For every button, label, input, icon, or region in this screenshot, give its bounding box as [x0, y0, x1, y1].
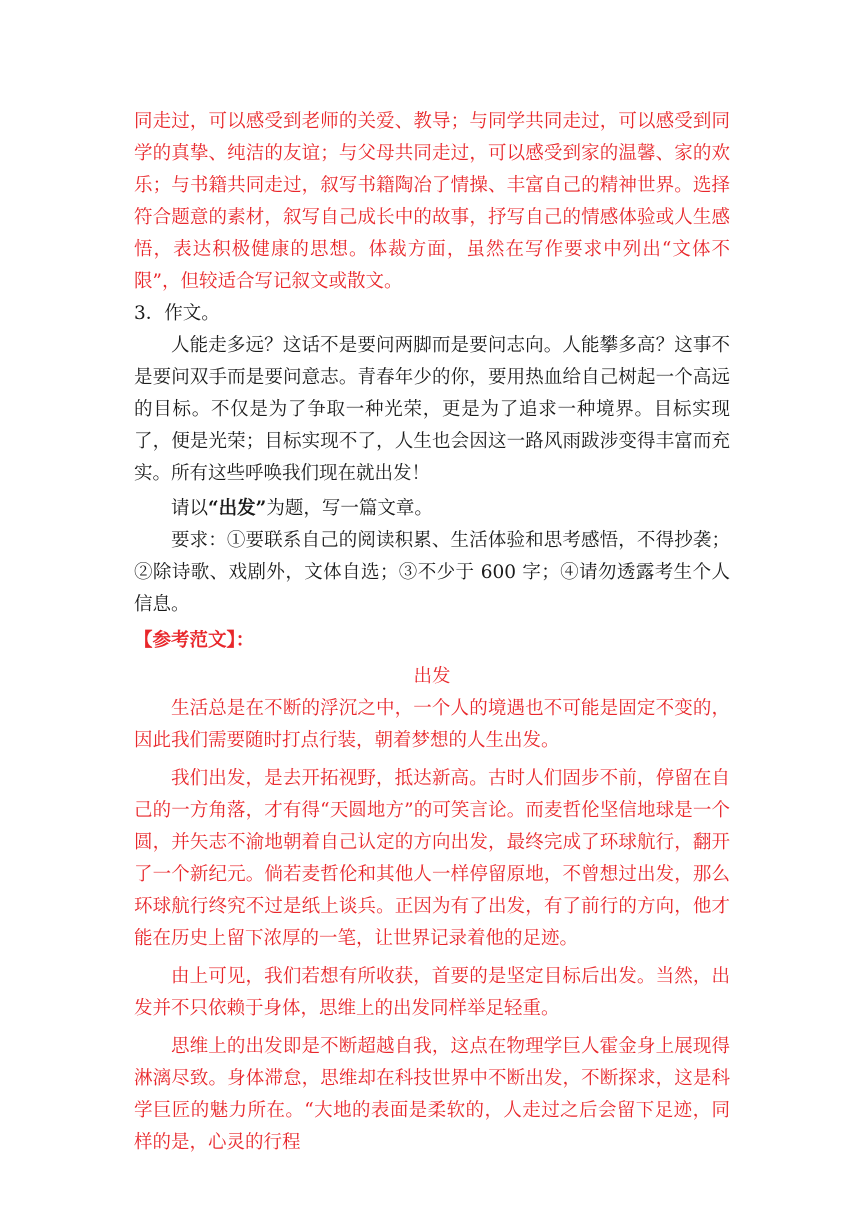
instruction-title: “出发”	[208, 498, 267, 519]
question-instruction	[134, 493, 730, 525]
essay-paragraph: 思维上的出发即是不断超越自我，这点在物理学巨人霍金身上展现得淋漓尽致。身体滞怠，思维却在科技世界中不断出发，不断探求，这是科学巨匠的魅力所在。“大地的表面是柔软的，人走过之后会留下足迹，同样的是，心灵的行程	[134, 1036, 730, 1153]
question-number: 3．作文。	[134, 303, 220, 324]
essay-title: 出发	[413, 666, 451, 687]
instruction-after: 为题，写一篇文章。	[266, 498, 433, 519]
question-prompt: 人能走多远？这话不是要问两脚而是要问志向。人能攀多高？这事不是要问双手而是要问意志。青春年少的你，要用热血给自己树起一个高远的目标。不仅是为了争取一种光荣，更是为了追求一种境界。目标实现了，便是光荣；目标实现不了，人生也会因这一路风雨跋涉变得丰富而充实。所有这些呼唤我们现在就出发！	[134, 335, 730, 484]
essay-paragraph: 由上可见，我们若想有所收获，首要的是坚定目标后出发。当然，出发并不只依赖于身体，思维上的出发同样举足轻重。	[134, 966, 730, 1019]
question-requirements: 要求：①要联系自己的阅读积累、生活体验和思考感悟，不得抄袭；②除诗歌、戏剧外，文体自选；③不少于 600 字；④请勿透露考生个人信息。	[134, 530, 730, 615]
essay-paragraph: 生活总是在不断的浮沉之中，一个人的境遇也不可能是固定不变的，因此我们需要随时打点行装，朝着梦想的人生出发。	[134, 698, 730, 751]
page-content	[134, 106, 730, 1159]
essay-paragraph: 我们出发，是去开拓视野，抵达新高。古时人们固步不前，停留在自己的一方角落，才有得“天圆地方”的可笑言论。而麦哲伦坚信地球是一个圆，并矢志不渝地朝着自己认定的方向出发，最终完成了环球航行，翻开了一个新纪元。倘若麦哲伦和其他人一样停留原地，不曾想过出发，那么环球航行终究不过是纸上谈兵。正因为有了出发，有了前行的方向，他才能在历史上留下浓厚的一笔，让世界记录着他的足迹。	[134, 768, 730, 949]
instruction-before: 请以	[171, 498, 209, 519]
analysis-paragraph: 同走过，可以感受到老师的关爱、教导；与同学共同走过，可以感受到同学的真挚、纯洁的友谊；与父母共同走过，可以感受到家的温馨、家的欢乐；与书籍共同走过，叙写书籍陶冶了情操、丰富自己的精神世界。选择符合题意的素材，叙写自己成长中的故事，抒写自己的情感体验或人生感悟，表达积极健康的思想。体裁方面，虽然在写作要求中列出“文体不限”，但较适合写记叙文或散文。	[134, 111, 730, 292]
reference-heading: 【参考范文】：	[134, 630, 255, 651]
